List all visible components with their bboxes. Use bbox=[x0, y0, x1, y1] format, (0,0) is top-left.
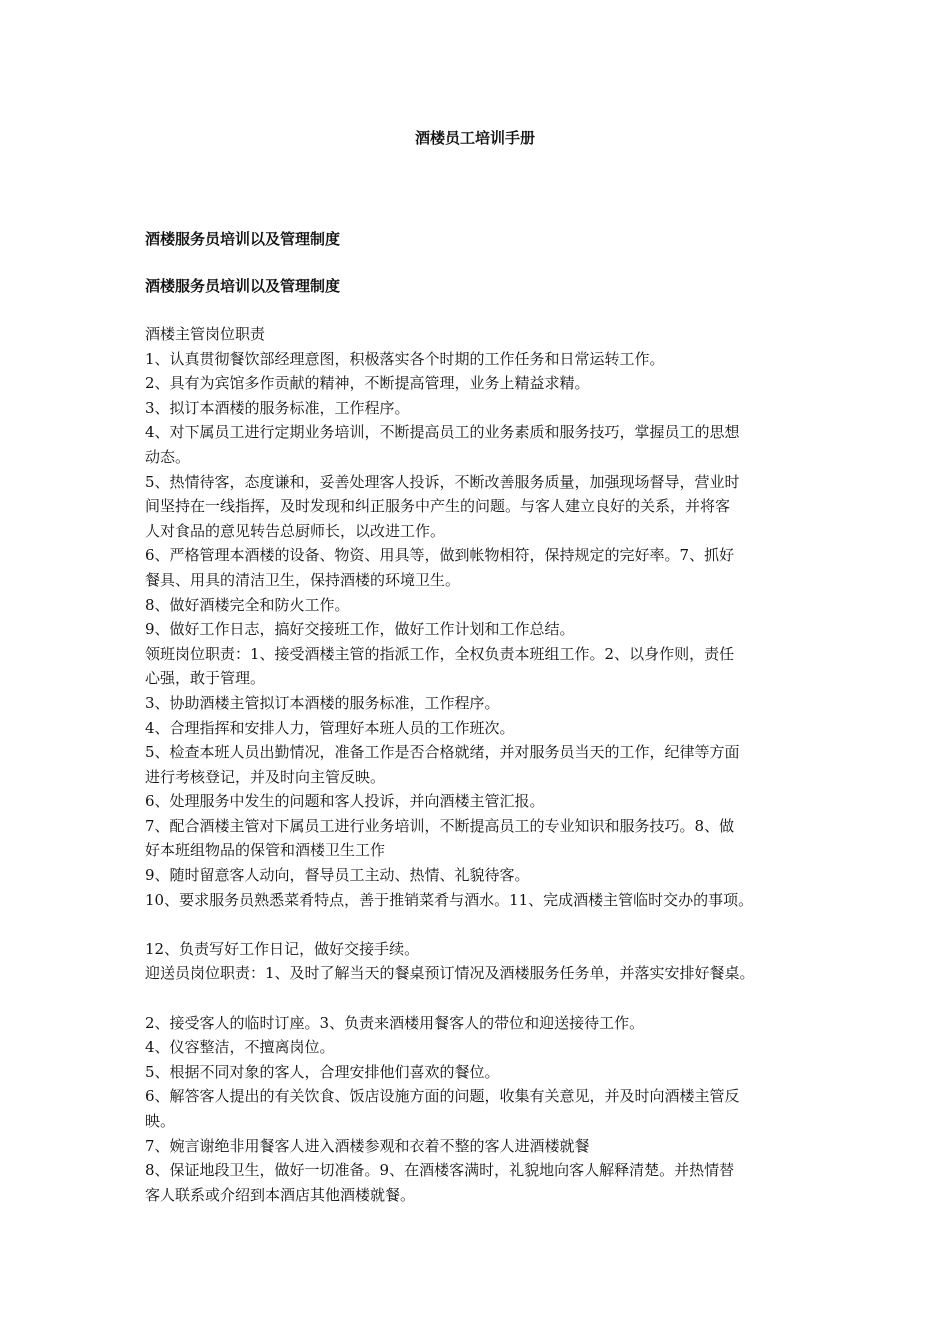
text-line: 1、认真贯彻餐饮部经理意图，积极落实各个时期的工作任务和日常运转工作。 bbox=[145, 349, 665, 368]
text-line: 人对食品的意见转告总厨师长，以改进工作。 bbox=[145, 521, 446, 540]
text-line: 5、根据不同对象的客人，合理安排他们喜欢的餐位。 bbox=[145, 1062, 500, 1081]
text-line: 好本班组物品的保管和酒楼卫生工作 bbox=[145, 841, 386, 860]
text-line: 餐具、用具的清洁卫生，保持酒楼的环境卫生。 bbox=[145, 570, 461, 589]
section-subheading: 酒楼服务员培训以及管理制度 bbox=[145, 277, 341, 295]
text-line: 5、热情待客，态度谦和，妥善处理客人投诉，不断改善服务质量，加强现场督导，营业时 bbox=[145, 472, 740, 491]
text-line: 8、保证地段卫生，做好一切准备。9、在酒楼客满时，礼貌地向客人解释清楚。并热情替 bbox=[145, 1161, 735, 1180]
section-heading: 酒楼服务员培训以及管理制度 bbox=[145, 230, 341, 248]
text-line: 8、做好酒楼完全和防火工作。 bbox=[145, 595, 350, 614]
text-line: 动态。 bbox=[145, 447, 191, 466]
text-line: 9、做好工作日志，搞好交接班工作，做好工作计划和工作总结。 bbox=[145, 620, 575, 639]
text-line: 9、随时留意客人动向，督导员工主动、热情、礼貌待客。 bbox=[145, 866, 530, 885]
text-line: 3、协助酒楼主管拟订本酒楼的服务标准，工作程序。 bbox=[145, 693, 500, 712]
document-title: 酒楼员工培训手册 bbox=[414, 129, 535, 147]
text-line: 领班岗位职责：1、接受酒楼主管的指派工作，全权负责本班组工作。2、以身作则，责任 bbox=[145, 644, 735, 663]
text-line: 4、合理指挥和安排人力，管理好本班人员的工作班次。 bbox=[145, 718, 515, 737]
text-line: 进行考核登记，并及时向主管反映。 bbox=[145, 767, 386, 786]
text-line: 6、处理服务中发生的问题和客人投诉，并向酒楼主管汇报。 bbox=[145, 792, 545, 811]
text-line: 酒楼主管岗位职责 bbox=[145, 325, 266, 343]
text-line: 7、婉言谢绝非用餐客人进入酒楼参观和衣着不整的客人进酒楼就餐 bbox=[145, 1136, 590, 1155]
text-line: 10、要求服务员熟悉菜肴特点，善于推销菜肴与酒水。11、完成酒楼主管临时交办的事项。 bbox=[145, 890, 754, 909]
text-line: 间坚持在一线指挥，及时发现和纠正服务中产生的问题。与客人建立良好的关系，并将客 bbox=[145, 497, 731, 516]
text-line: 2、接受客人的临时订座。3、负责来酒楼用餐客人的带位和迎送接待工作。 bbox=[145, 1013, 645, 1032]
text-line: 映。 bbox=[145, 1112, 176, 1130]
text-line: 2、具有为宾馆多作贡献的精神，不断提高管理，业务上精益求精。 bbox=[145, 374, 590, 393]
text-line: 6、解答客人提出的有关饮食、饭店设施方面的问题，收集有关意见，并及时向酒楼主管反 bbox=[145, 1087, 740, 1106]
text-line: 6、严格管理本酒楼的设备、物资、用具等，做到帐物相符，保持规定的完好率。7、抓好 bbox=[145, 546, 735, 565]
text-line: 3、拟订本酒楼的服务标准，工作程序。 bbox=[145, 398, 410, 417]
text-line: 客人联系或介绍到本酒店其他酒楼就餐。 bbox=[145, 1185, 416, 1204]
text-line: 心强，敢于管理。 bbox=[145, 669, 266, 688]
body-text bbox=[145, 322, 835, 1207]
text-line: 迎送员岗位职责：1、及时了解当天的餐桌预订情况及酒楼服务任务单，并落实安排好餐桌。 bbox=[145, 964, 755, 983]
text-line: 5、检查本班人员出勤情况，准备工作是否合格就绪，并对服务员当天的工作，纪律等方面 bbox=[145, 743, 740, 762]
blank-line bbox=[145, 912, 835, 937]
text-line: 12、负责写好工作日记，做好交接手续。 bbox=[145, 939, 420, 958]
text-line: 4、对下属员工进行定期业务培训，不断提高员工的业务素质和服务技巧，掌握员工的思想 bbox=[145, 423, 740, 442]
text-line: 7、配合酒楼主管对下属员工进行业务培训，不断提高员工的专业知识和服务技巧。8、做 bbox=[145, 816, 735, 835]
blank-line bbox=[145, 986, 835, 1011]
text-line: 4、仪容整洁，不擅离岗位。 bbox=[145, 1038, 335, 1057]
